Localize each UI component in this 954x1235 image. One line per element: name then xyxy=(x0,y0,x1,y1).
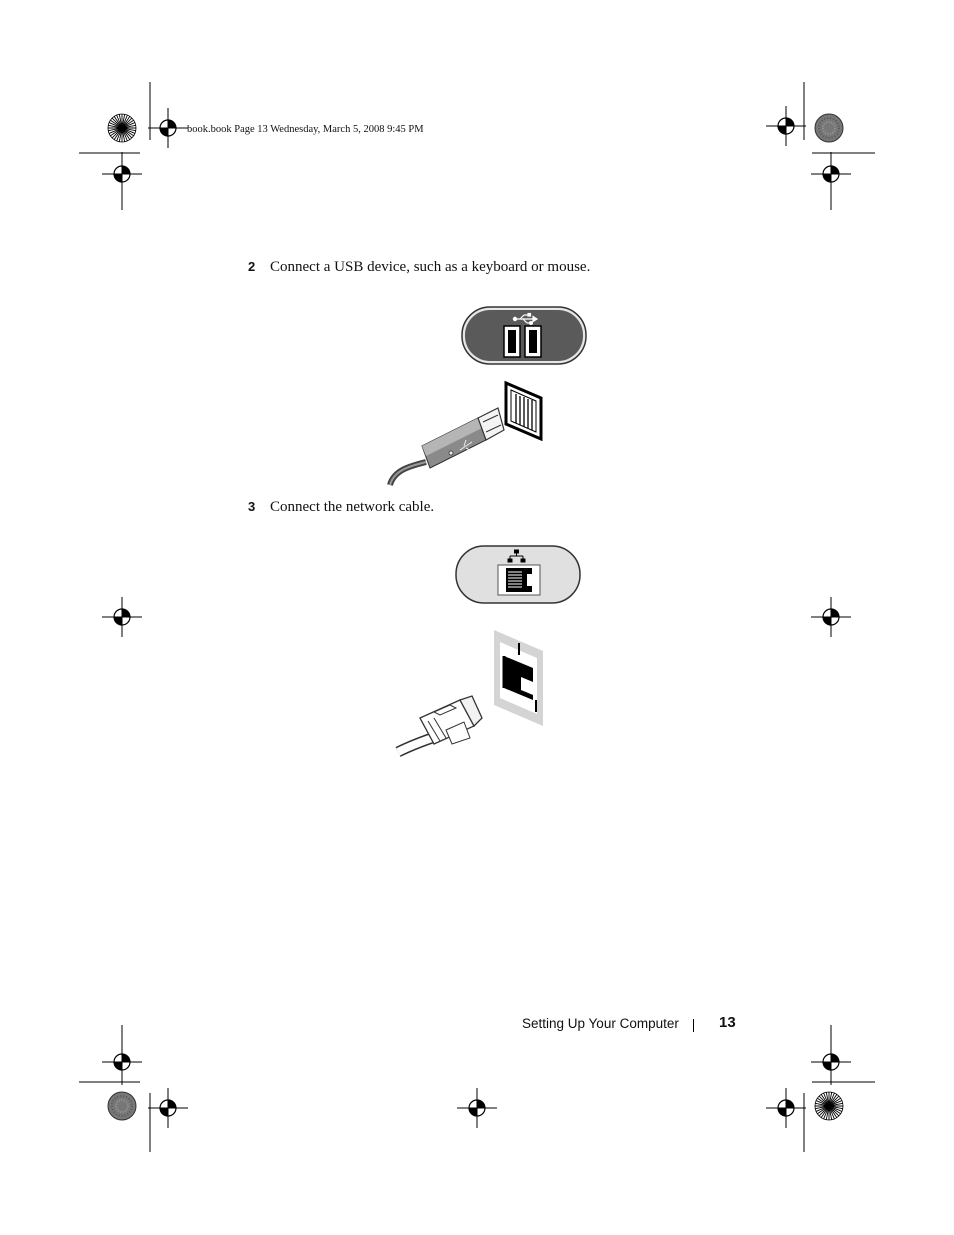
step-2 xyxy=(248,259,590,276)
page-number-text: 13 xyxy=(719,1014,736,1031)
step-text: Connect a USB device, such as a keyboard or mouse. xyxy=(270,259,591,275)
step-number: 2 xyxy=(248,259,256,274)
usb-connection-illustration xyxy=(380,300,600,492)
footer-divider xyxy=(693,1019,694,1032)
step-text: Connect the network cable. xyxy=(270,499,435,515)
footer-section-title: Setting Up Your Computer xyxy=(522,1016,679,1031)
network-connection-illustration xyxy=(390,540,590,762)
slug-line: book.book Page 13 Wednesday, March 5, 2008 9:45 PM xyxy=(187,124,424,135)
step-number: 3 xyxy=(248,499,256,514)
page-number xyxy=(719,1014,736,1031)
step-3 xyxy=(248,499,434,516)
